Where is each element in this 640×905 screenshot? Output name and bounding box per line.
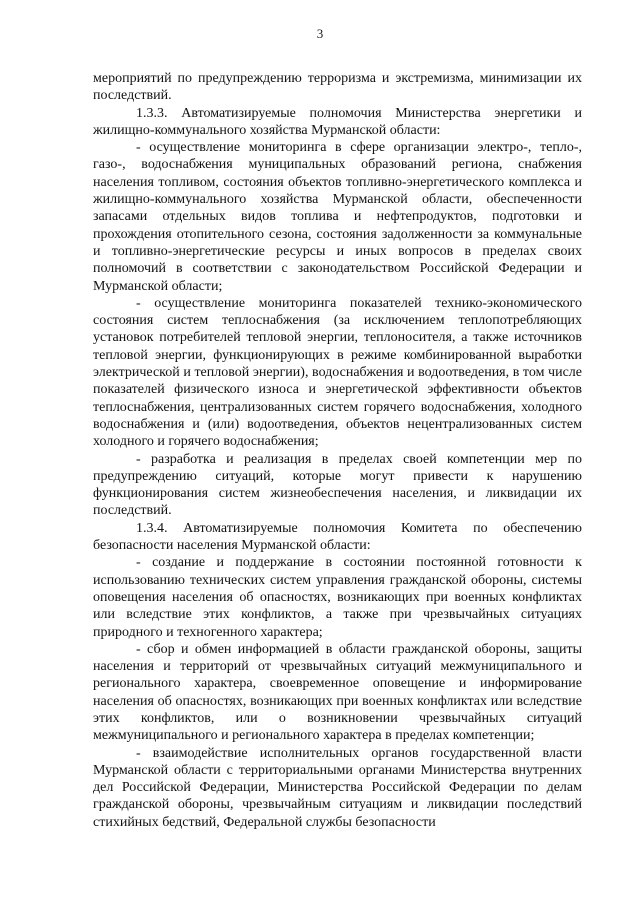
page-number: 3 xyxy=(316,26,324,41)
paragraph-item: - осуществление мониторинга показателей технико-экономического состояния систем теплоснабжения (за исключением теплопотребляющих установок потребителей тепловой энергии, теплоносителя, а также источников тепловой энергии, функционирующих в режиме комбинированной выработки электрической и тепловой энергии), водоснабжения и водоотведения, в том числе показателей физического износа и энергетической эффективности объектов теплоснабжения, централизованных систем горячего водоснабжения, холодного водоснабжения и (или) водоотведения, объектов нецентрализованных систем холодного и горячего водоснабжения; xyxy=(93,295,582,450)
paragraph-item: - сбор и обмен информацией в области гражданской обороны, защиты населения и территорий от чрезвычайных ситуаций межмуниципального и регионального характера, своевременное оповещение и информирование населения об опасностях, возникающих при военных конфликтах или вследствие этих конфликтов, или о возникновении чрезвычайных ситуаций межмуниципального и регионального характера в пределах компетенции; xyxy=(93,641,582,744)
paragraph-item: - разработка и реализация в пределах своей компетенции мер по предупреждению ситуаций, которые могут привести к нарушению функционирования систем жизнеобеспечения населения, и ликвидации их последствий. xyxy=(93,451,582,519)
paragraph-item: - взаимодействие исполнительных органов государственной власти Мурманской области с территориальными органами Министерства внутренних дел Российской Федерации, Министерства Российской Федерации по делам гражданской обороны, чрезвычайным ситуациям и ликвидации последствий стихийных бедствий, Федеральной службы безопасности xyxy=(93,745,582,830)
paragraph-item: - осуществление мониторинга в сфере организации электро-, тепло-, газо-, водоснабжения муниципальных образований региона, снабжения населения топливом, состояния объектов топливно-энергетического комплекса и жилищно-коммунального хозяйства Мурманской области, обеспеченности запасами отдельных видов топлива и нефтепродуктов, подготовки и прохождения отопительного сезона, состояния задолженности за коммунальные и топливно-энергетические ресурсы и иных вопросов в пределах своих полномочий в соответствии с законодательством Российской Федерации и Мурманской области; xyxy=(93,140,582,294)
paragraph-item: - создание и поддержание в состоянии постоянной готовности к использованию технических систем управления гражданской обороны, системы оповещения населения об опасностях, возникающих при военных конфликтах или вследствие этих конфликтов, а также при чрезвычайных ситуациях природного и техногенного характера; xyxy=(93,555,582,640)
paragraph-continuation: мероприятий по предупреждению терроризма и экстремизма, минимизации их последствий. xyxy=(93,71,582,104)
paragraph-section-1-3-3: 1.3.3. Автоматизируемые полномочия Министерства энергетики и жилищно-коммунального хозяйства Мурманской области: xyxy=(93,105,582,138)
paragraph-section-1-3-4: 1.3.4. Автоматизируемые полномочия Комитета по обеспечению безопасности населения Мурманской области: xyxy=(93,520,582,554)
document-body xyxy=(93,70,582,831)
